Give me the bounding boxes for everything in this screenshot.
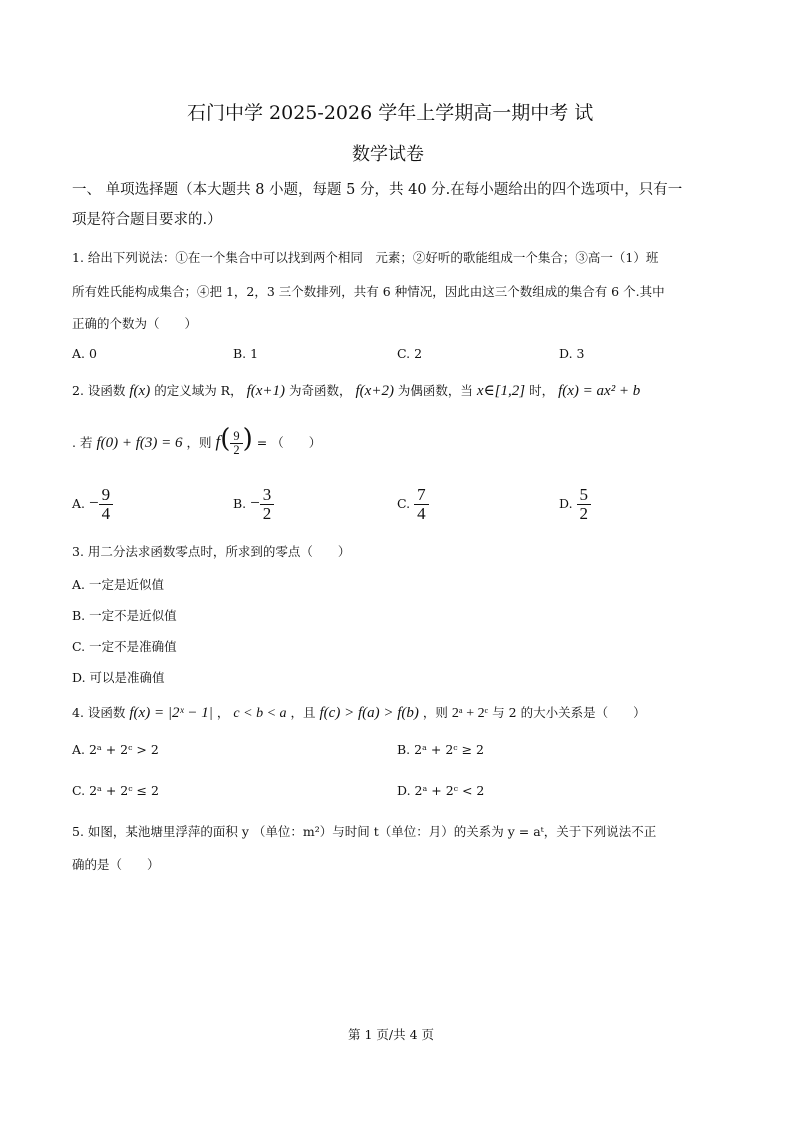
q2-arg-numerator: 9 [230,430,242,444]
question-1-line2: 所有姓氏能构成集合；④把 1，2，3 三个数排列，共有 6 种情况，因此由这三个数组成的集合有 6 个.其中 [72,284,665,299]
q2-text2: 为奇函数， [289,383,352,398]
q4-text4: 与 2 的大小关系是（ ） [492,705,646,720]
question-1-option-a: A. 0 [72,346,97,361]
q2-open-paren: ( [220,424,231,454]
exam-subtitle: 数学试卷 [352,144,424,165]
question-4-option-d: D. 2ᵃ + 2ᶜ < 2 [397,783,485,798]
question-2-option-b [233,486,274,523]
q2-opt-a-den: 4 [101,503,111,523]
q2-opt-b-label: B. [233,495,247,511]
question-2-line1 [72,381,640,400]
q2-formula: f(x) = ax² + b [558,383,641,399]
q4-text3: ，则 [422,705,448,720]
q2-line2-prefix: . 若 [72,435,93,450]
q2-opt-b-num: 3 [260,486,275,505]
section-heading-line2: 项是符合题目要求的.） [72,212,222,228]
q2-opt-d-label: D. [559,495,573,511]
q2-fx-plus-1: f(x+1) [246,383,286,399]
question-5-line1: 5. 如图，某池塘里浮萍的面积 y （单位：m²）与时间 t（单位：月）的关系为 y = aᵗ，关于下列说法不正 [72,824,657,839]
question-3-stem: 3. 用二分法求函数零点时，所求到的零点（ ） [72,544,351,559]
question-4-option-a: A. 2ᵃ + 2ᶜ > 2 [72,742,159,757]
q2-f-symbol: f [215,432,221,451]
q2-opt-b-den: 2 [262,503,272,523]
question-2-option-d [559,486,591,523]
question-1-line1: 1. 给出下列说法：①在一个集合中可以找到两个相同 元素；②好听的歌能组成一个集合；③高一（1）班 [72,250,659,265]
question-2-option-c [397,486,429,523]
question-1-line3: 正确的个数为（ ） [72,316,198,331]
q4-function: f(x) = |2ˣ − 1| [129,705,213,721]
q2-text5: ，则 [186,435,212,450]
exam-title: 石门中学 2025-2026 学年上学期高一期中考 试 [187,102,594,124]
q2-opt-d-num: 5 [577,486,592,505]
question-4-option-c: C. 2ᵃ + 2ᶜ ≤ 2 [72,783,159,798]
q2-opt-d-fraction [577,486,592,523]
page-number: 第 1 页/共 4 页 [348,1027,435,1042]
q2-opt-a-sign: − [89,492,99,512]
q2-arg-denominator: 2 [233,443,240,457]
section-heading-line1: 一、 单项选择题（本大题共 8 小题，每题 5 分，共 40 分.在每小题给出的四个选项中，只有一 [72,182,683,198]
q2-condition: f(0) + f(3) = 6 [96,435,183,451]
question-2-option-a [72,486,113,523]
question-4-option-b: B. 2ᵃ + 2ᶜ ≥ 2 [397,742,484,757]
q2-opt-a-num: 9 [99,486,114,505]
question-1-option-b: B. 1 [233,346,259,361]
q2-opt-c-label: C. [397,495,411,511]
q2-fx: f(x) [129,383,151,399]
q2-opt-c-den: 4 [417,503,426,523]
q4-text2: ，且 [290,705,316,720]
q2-opt-b-sign: − [250,492,260,512]
q2-opt-b-fraction [260,486,275,523]
q2-opt-c-num: 7 [414,486,429,505]
question-3-option-b: B. 一定不是近似值 [72,608,177,623]
q2-text3: 为偶函数，当 [397,383,473,398]
q2-text6: = （ ） [256,435,322,450]
q2-opt-a-fraction [99,486,114,523]
question-1-option-c: C. 2 [397,346,423,361]
q4-order: c < b < a [233,706,287,721]
q4-expression: 2ᵃ + 2ᶜ [451,706,489,721]
q4-text1: ， [216,705,230,720]
q2-text1: 的定义域为 R， [154,383,243,398]
question-1-option-d: D. 3 [559,346,585,361]
q4-inequality: f(c) > f(a) > f(b) [319,705,419,721]
q2-argument-fraction [230,430,242,457]
q4-prefix: 4. 设函数 [72,705,126,720]
q2-prefix: 2. 设函数 [72,383,126,398]
q2-opt-c-fraction [414,486,429,523]
question-2-line2 [72,424,321,457]
question-4-stem [72,703,646,722]
q2-opt-a-label: A. [72,495,86,511]
question-3-option-c: C. 一定不是准确值 [72,639,177,654]
q2-fx-plus-2: f(x+2) [355,383,394,399]
question-3-option-a: A. 一定是近似值 [72,577,164,592]
q2-text4: 时， [529,383,555,398]
question-3-option-d: D. 可以是准确值 [72,670,165,685]
q2-interval: x∈[1,2] [476,383,526,399]
question-5-line2: 确的是（ ） [72,857,160,872]
q2-opt-d-den: 2 [579,503,589,523]
q2-close-paren: ) [242,424,253,454]
